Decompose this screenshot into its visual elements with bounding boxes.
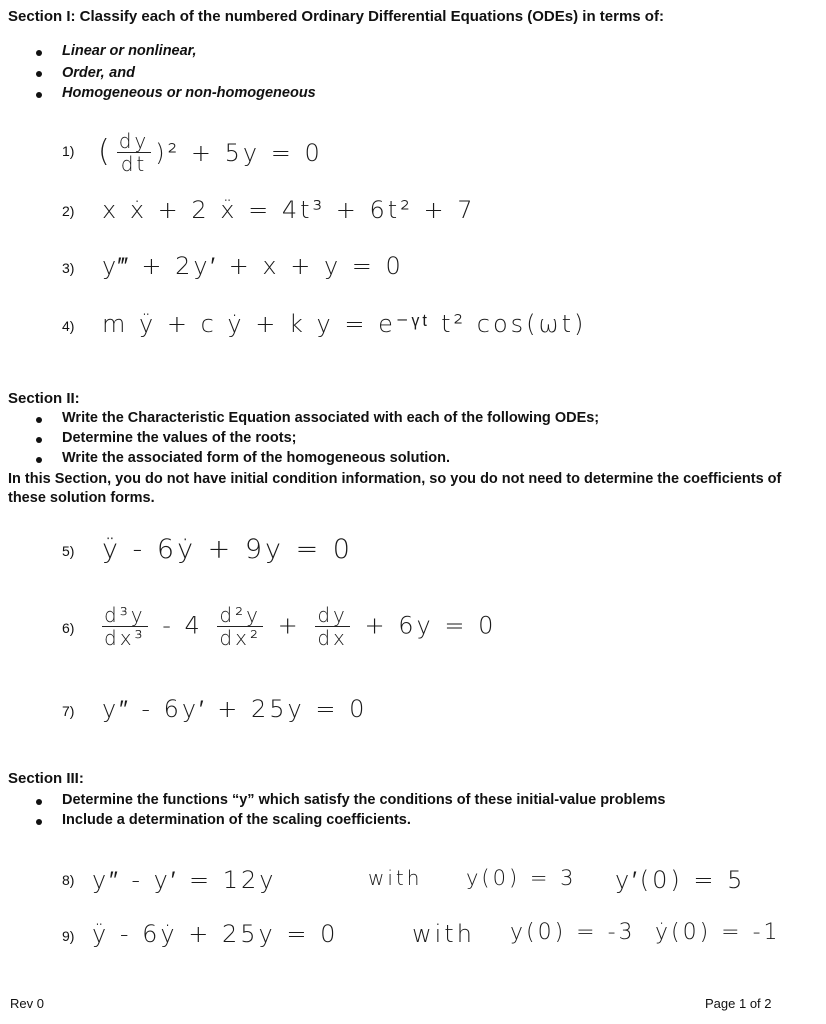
section3-bullet: Include a determination of the scaling coefficients. [62,812,411,828]
bullet [36,92,42,98]
bullet [36,457,42,463]
fraction [315,604,350,649]
initial-condition: y(0) = -3 [510,920,636,945]
section2-bullet: Determine the values of the roots; [62,430,297,446]
revision-label: Rev 0 [10,996,44,1011]
section1-bullet: Homogeneous or non-homogeneous [62,85,316,101]
eq-number: 4) [62,318,75,334]
equation-2: x ẋ + 2 ẍ = 4t³ + 6t² + 7 [102,196,476,224]
section2-bullet: Write the associated form of the homogeneous solution. [62,450,451,466]
paren: ( [98,134,113,169]
bullet-text: and [109,65,135,81]
section1-bullet: Linear or nonlinear, [62,43,197,59]
fraction [117,130,152,175]
bullet [36,50,42,56]
page-number: Page 1 of 2 [705,996,772,1011]
equation-rest: + 6y = 0 [364,611,497,640]
denominator: dx³ [104,626,146,650]
eq-number: 2) [62,203,75,219]
bullet [36,71,42,77]
initial-condition: y′(0) = 5 [615,866,746,894]
equation-7: y″ - 6y′ + 25y = 0 [102,695,368,723]
initial-condition: ẏ(0) = -1 [655,920,781,945]
with-label: with [368,866,423,890]
denominator: dx [317,626,348,650]
equation-rest: )² + 5y = 0 [155,139,323,167]
equation-4: m ÿ + c ẏ + k y = e⁻ᵞᵗ t² cos(ωt) [102,310,587,338]
equation-6 [98,604,496,649]
eq-number: 5) [62,543,75,559]
numerator: d²y [219,603,261,627]
bullet [36,417,42,423]
section1-title: Section I: Classify each of the numbered Ordinary Differential Equations (ODEs) in terms of: [8,8,664,25]
equation-3: y‴ + 2y′ + x + y = 0 [102,252,404,280]
denominator: dx² [219,626,261,650]
eq-number: 1) [62,143,75,159]
equation-9: ÿ - 6ẏ + 25y = 0 [92,920,339,948]
initial-condition: y(0) = 3 [466,866,577,890]
denominator: dt [120,152,148,176]
operator: + [277,611,301,640]
with-label: with [412,920,475,948]
equation-1 [98,130,323,175]
equation-8: y″ - y′ = 12y [92,866,277,894]
fraction [102,604,148,649]
operator: - 4 [162,611,203,640]
bullet [36,819,42,825]
equation-5: ÿ - 6ẏ + 9y = 0 [102,534,353,565]
section2-note: In this Section, you do not have initial condition information, so you do not need to determine the coefficients of these solution forms. [8,471,782,506]
eq-number: 7) [62,703,75,719]
section1-bullet [62,64,135,82]
eq-number: 6) [62,620,75,636]
section3-title: Section III: [8,770,84,787]
bullet-text: Order, [62,65,105,81]
section2-bullet: Write the Characteristic Equation associated with each of the following ODEs; [62,410,600,426]
section3-bullet: Determine the functions “y” which satisfy the conditions of these initial-value problems [62,792,666,808]
numerator: dy [317,603,348,627]
eq-number: 8) [62,872,75,888]
section2-title: Section II: [8,390,80,407]
bullet [36,437,42,443]
numerator: dy [118,129,150,153]
eq-number: 3) [62,260,75,276]
numerator: d³y [104,603,146,627]
bullet [36,799,42,805]
fraction [217,604,263,649]
eq-number: 9) [62,928,75,944]
